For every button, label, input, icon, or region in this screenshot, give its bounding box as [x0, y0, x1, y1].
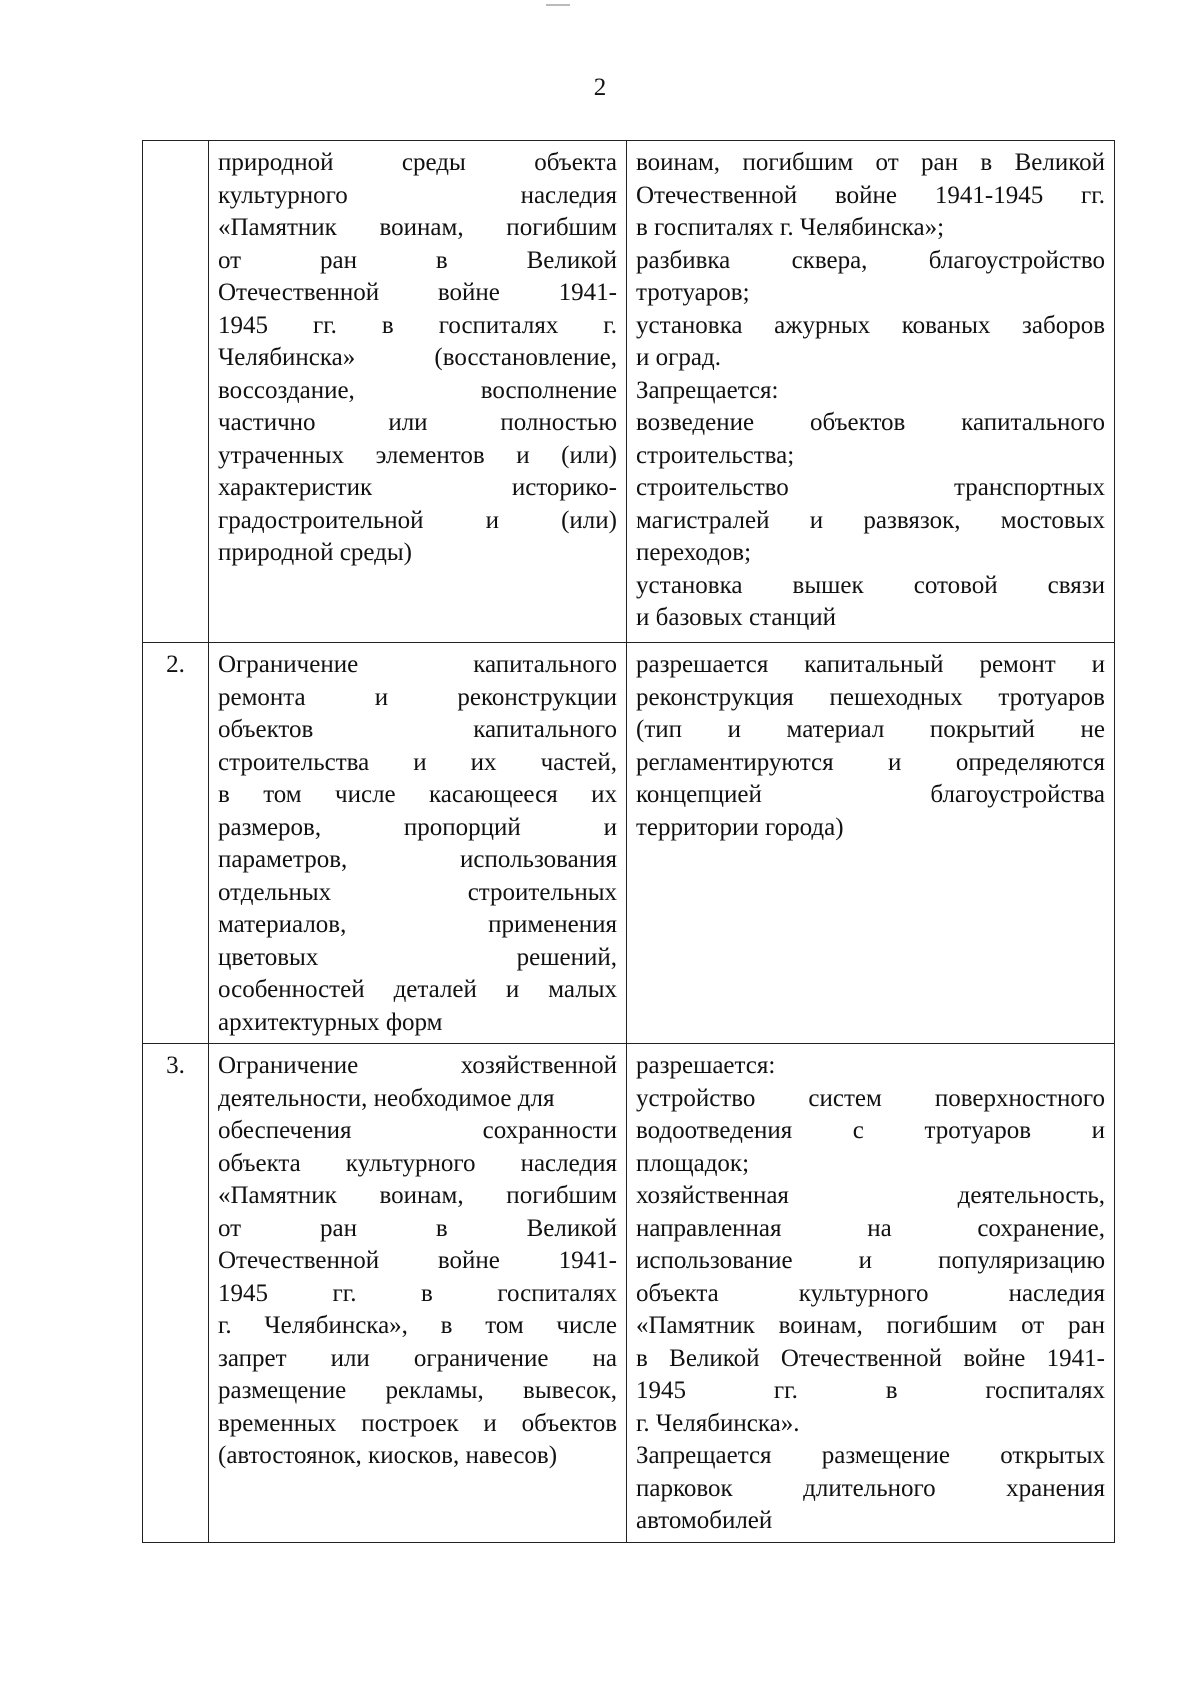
text-line: в Великой Отечественной войне 1941-: [636, 1344, 1105, 1372]
text-line: объекта культурного наследия: [218, 1149, 617, 1177]
table-row-1: [143, 141, 1115, 643]
text-line: запрет или ограничение на: [218, 1344, 617, 1372]
restriction-cell: [209, 643, 627, 1044]
text-line: ремонта и реконструкции: [218, 683, 617, 711]
text-line: Отечественной войне 1941-: [218, 279, 617, 306]
text-line: от ран в Великой: [218, 246, 617, 274]
text-line: водоотведения с тротуаров и: [636, 1117, 1105, 1144]
text-line: отдельных строительных: [218, 878, 617, 906]
text-line: разбивка сквера, благоустройство: [636, 246, 1105, 274]
text-line: переходов;: [636, 539, 752, 566]
text-line: тротуаров;: [636, 279, 750, 306]
text-line: размеров, пропорций и: [218, 813, 617, 841]
regulation-cell: [627, 141, 1115, 643]
text-line: регламентируются и определяются: [636, 748, 1105, 776]
text-line: Запрещается размещение открытых: [636, 1442, 1105, 1469]
text-line: разрешается:: [636, 1052, 776, 1079]
text-line: направленная на сохранение,: [636, 1214, 1105, 1242]
text-line: градостроительной и (или): [218, 506, 617, 534]
row-number: 2.: [143, 643, 209, 1044]
text-line: установка ажурных кованых заборов: [636, 311, 1105, 339]
text-line: временных построек и объектов: [218, 1409, 617, 1437]
text-line: природной среды объекта: [218, 149, 617, 176]
text-line: «Памятник воинам, погибшим от ран: [636, 1312, 1105, 1339]
row-number: 3.: [143, 1044, 209, 1543]
text-line: (тип и материал покрытий не: [636, 716, 1105, 743]
text-line: строительства и их частей,: [218, 748, 617, 776]
text-line: площадок;: [636, 1149, 750, 1177]
text-line: деятельности, необходимое для: [218, 1084, 555, 1112]
text-line: материалов, применения: [218, 911, 617, 938]
text-line: разрешается капитальный ремонт и: [636, 651, 1105, 678]
text-line: Челябинска» (восстановление,: [218, 344, 617, 371]
text-line: установка вышек сотовой связи: [636, 571, 1105, 599]
text-line: концепцией благоустройства: [636, 781, 1105, 808]
text-line: частично или полностью: [218, 409, 617, 436]
page-number: 2: [593, 74, 607, 101]
text-line: магистралей и развязок, мостовых: [636, 506, 1105, 534]
text-line: строительства;: [636, 441, 795, 469]
scan-mark: [546, 4, 570, 6]
restriction-cell: [209, 1044, 627, 1543]
table-row-3: [143, 1044, 1115, 1543]
text-line: Ограничение капитального: [218, 651, 617, 678]
text-line: хозяйственная деятельность,: [636, 1182, 1105, 1209]
text-line: цветовых решений,: [218, 943, 617, 971]
text-line: и оград.: [636, 344, 721, 371]
text-line: архитектурных форм: [218, 1008, 443, 1036]
text-line: объектов капитального: [218, 716, 617, 743]
text-line: «Памятник воинам, погибшим: [218, 1182, 617, 1209]
text-line: (автостоянок, киосков, навесов): [218, 1442, 558, 1469]
text-line: от ран в Великой: [218, 1214, 617, 1242]
text-line: характеристик историко-: [218, 474, 617, 501]
text-line: строительство транспортных: [636, 474, 1105, 501]
text-line: использование и популяризацию: [636, 1247, 1105, 1274]
text-line: воинам, погибшим от ран в Великой: [636, 149, 1105, 176]
text-line: Отечественной войне 1941-: [218, 1247, 617, 1274]
text-line: 1945 гг. в госпиталях г.: [218, 311, 617, 339]
text-line: Отечественной войне 1941-1945 гг.: [636, 181, 1105, 209]
text-line: «Памятник воинам, погибшим: [218, 214, 617, 241]
regulation-cell: [627, 1044, 1115, 1543]
text-line: природной среды): [218, 539, 412, 566]
text-line: и базовых станций: [636, 604, 836, 631]
text-line: реконструкция пешеходных тротуаров: [636, 683, 1105, 711]
text-line: территории города): [636, 813, 844, 841]
text-line: особенностей деталей и малых: [218, 976, 617, 1003]
text-line: 1945 гг. в госпиталях: [636, 1377, 1105, 1404]
text-line: размещение рекламы, вывесок,: [218, 1377, 617, 1404]
restrictions-table: [142, 140, 1115, 1543]
text-line: возведение объектов капитального: [636, 409, 1105, 436]
text-line: объекта культурного наследия: [636, 1279, 1105, 1307]
text-line: воссоздание, восполнение: [218, 376, 617, 404]
text-line: культурного наследия: [218, 181, 617, 209]
text-line: автомобилей: [636, 1507, 773, 1534]
regulation-cell: [627, 643, 1115, 1044]
text-line: Ограничение хозяйственной: [218, 1052, 617, 1079]
text-line: обеспечения сохранности: [218, 1117, 617, 1144]
text-line: 1945 гг. в госпиталях: [218, 1279, 617, 1307]
table-row-2: [143, 643, 1115, 1044]
text-line: утраченных элементов и (или): [218, 441, 617, 469]
text-line: в том числе касающееся их: [218, 781, 617, 808]
restriction-cell: [209, 141, 627, 643]
row-number: [143, 141, 209, 643]
text-line: Запрещается:: [636, 376, 779, 404]
text-line: параметров, использования: [218, 846, 617, 873]
text-line: в госпиталях г. Челябинска»;: [636, 214, 945, 241]
text-line: парковок длительного хранения: [636, 1474, 1105, 1502]
text-line: г. Челябинска», в том числе: [218, 1312, 617, 1339]
text-line: устройство систем поверхностного: [636, 1084, 1105, 1112]
text-line: г. Челябинска».: [636, 1409, 800, 1437]
